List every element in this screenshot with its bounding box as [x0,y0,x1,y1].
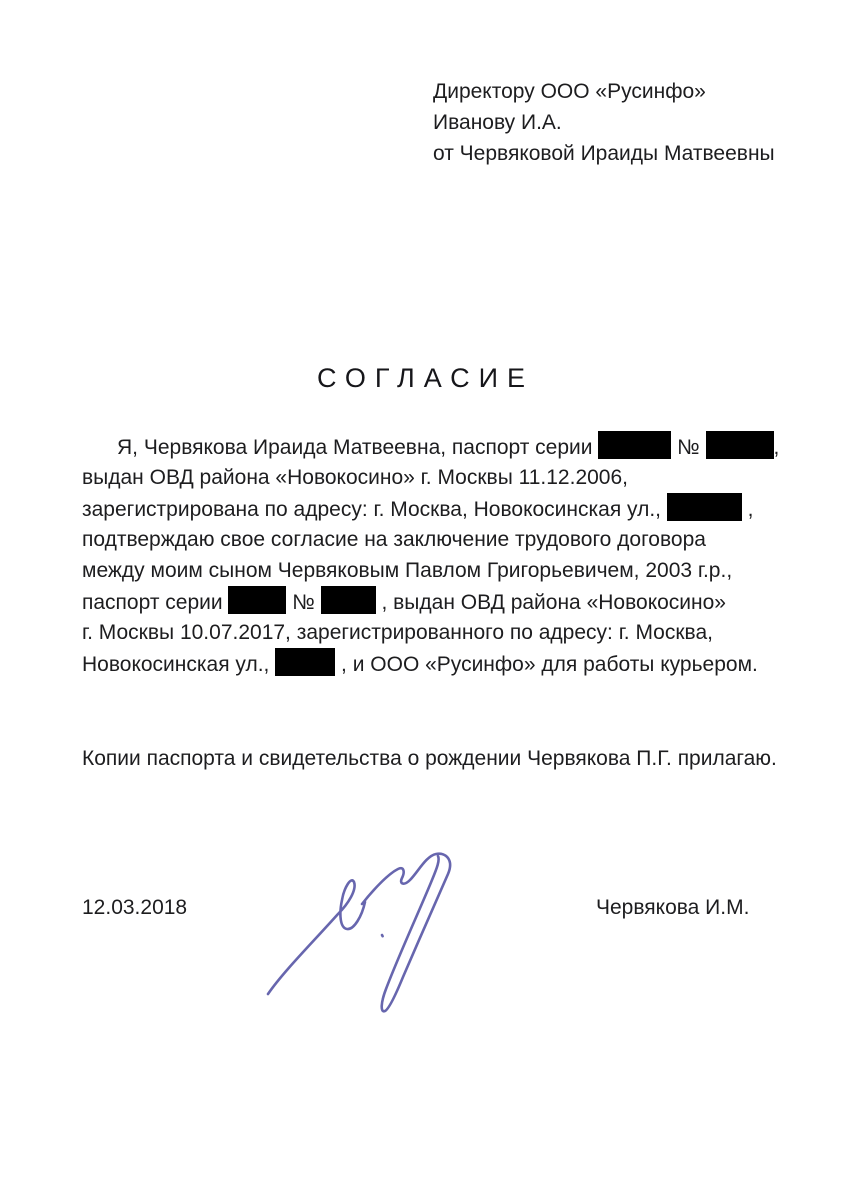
document-date: 12.03.2018 [82,896,188,919]
attachment-note: Копии паспорта и свидетельства о рождении Червякова П.Г. прилагаю. [82,747,777,770]
redaction-block [667,493,742,521]
redaction-block [275,648,335,676]
redaction-block [228,586,286,614]
body-text-segment: , выдан ОВД района «Новокосино» [375,591,726,614]
body-text-segment: , и ООО «Русинфо» для работы курьером. [335,653,758,676]
body-line [82,493,782,524]
signature-stroke-flourish [362,854,450,1012]
redaction-block [321,586,376,614]
addressee-line: от Червяковой Ираиды Матвеевны [433,142,775,165]
addressee-line: Директору ООО «Русинфо» [433,80,706,103]
body-line [82,586,782,617]
addressee-block [433,76,775,169]
signer-name: Червякова И.М. [596,896,750,919]
body-text-segment: паспорт серии [82,591,229,614]
body-text-segment: подтверждаю свое согласие на заключение трудового договора [82,528,706,551]
body-text-segment: № [671,436,706,459]
body-text-segment: № [286,591,321,614]
body-text-segment: г. Москвы 10.07.2017, зарегистрированного по адресу: г. Москва, [82,621,713,644]
body-line [82,431,782,462]
body-text-segment: Я, Червякова Ираида Матвеевна, паспорт серии [117,436,599,459]
redaction-block [706,431,774,459]
body-text-segment: между моим сыном Червяковым Павлом Григорьевичем, 2003 г.р., [82,559,733,582]
addressee-line: Иванову И.А. [433,111,562,134]
signature-stroke-dot [382,935,383,936]
handwritten-signature-icon [258,842,458,1022]
body-line [82,462,782,493]
body-text-segment: , [773,436,780,459]
body-text-segment: Новокосинская ул., [82,653,276,676]
signature-stroke-sweep [268,880,365,994]
body-text-segment: зарегистрирована по адресу: г. Москва, Новокосинская ул., [82,498,667,521]
body-paragraph [82,431,782,679]
body-text-segment: , [741,498,754,521]
body-text-segment: выдан ОВД района «Новокосино» г. Москвы 11.12.2006, [82,466,628,489]
body-line [82,524,782,555]
body-line [82,555,782,586]
document-title: СОГЛАСИЕ [316,363,535,393]
body-line [82,648,782,679]
redaction-block [598,431,671,459]
body-line [82,617,782,648]
